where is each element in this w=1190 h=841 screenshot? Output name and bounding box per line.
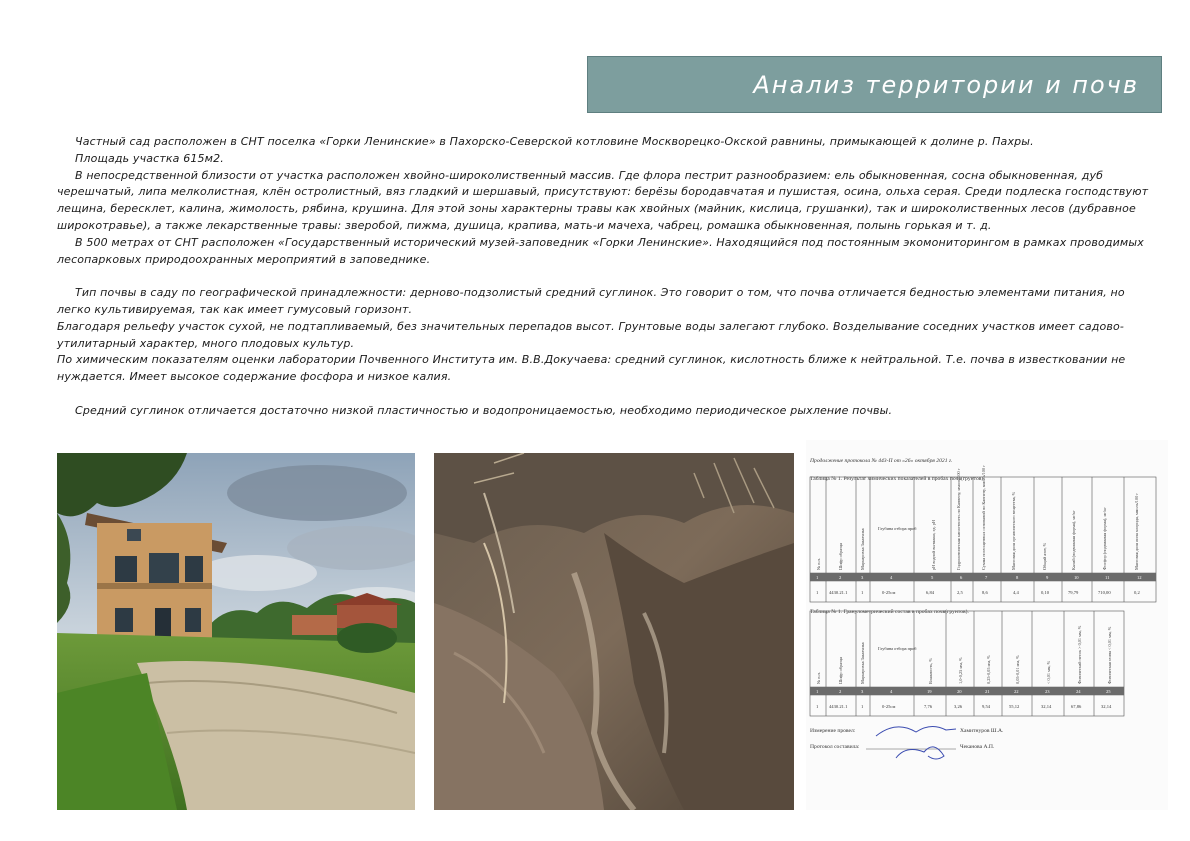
t1-v12: 0,2 — [1134, 590, 1140, 595]
t2-h2: Шифр образца — [838, 657, 843, 684]
t1-v9: 0,10 — [1041, 590, 1050, 595]
t1-i7: 7 — [985, 575, 988, 580]
t1-h9: Общий азот, % — [1042, 542, 1047, 570]
compiled-by-name: Чеканова А.П. — [960, 744, 995, 750]
t1-i1: 1 — [816, 575, 819, 580]
measured-by-label: Измерение провел: — [810, 728, 856, 734]
spacer — [57, 386, 1149, 403]
t2-i9: 23 — [1045, 689, 1050, 694]
t1-h11: Фосфор (подвижная форма), мг/кг — [1102, 507, 1107, 570]
t1-i11: 11 — [1105, 575, 1110, 580]
title-bar — [587, 56, 1162, 113]
lab-report-document — [806, 440, 1168, 810]
t1-v7: 8,6 — [982, 590, 988, 595]
t1-v11: 710,00 — [1098, 590, 1111, 595]
soil-profile-image — [434, 453, 794, 810]
t2-h10: Физический песок > 0,01 мм, % — [1077, 625, 1082, 684]
t1-i4: 4 — [890, 575, 893, 580]
t1-h1: № п.п. — [816, 558, 821, 570]
t1-h6: Гидролитическая кислотность по Каппену, ммоль/100 г — [956, 468, 961, 570]
house-photo-image — [57, 453, 415, 810]
t2-i3: 3 — [861, 689, 864, 694]
soil-profile-photo — [434, 453, 794, 810]
t2-v2: 4430.21.1 — [829, 704, 848, 709]
t1-v3: 1 — [861, 590, 864, 595]
t1-v10: 79,79 — [1068, 590, 1079, 595]
t1-v1: 1 — [816, 590, 819, 595]
t2-h3: Маркировка Заказчика — [860, 642, 865, 684]
t1-h8: Массовая доля органического вещества, % — [1011, 491, 1016, 570]
t1-i6: 6 — [960, 575, 963, 580]
spacer — [57, 268, 1149, 285]
t1-i12: 12 — [1137, 575, 1142, 580]
t2-v1: 1 — [816, 704, 819, 709]
t1-v5: 6,84 — [926, 590, 935, 595]
compiled-by-label: Протокол составила: — [810, 744, 860, 750]
t2-h1: № п.п. — [816, 672, 821, 684]
t1-h3: Маркировка Заказчика — [860, 528, 865, 570]
description-text — [57, 134, 1149, 420]
t2-h5: Влажность, % — [928, 658, 933, 684]
paragraph-loam: Средний суглинок отличается достаточно низкой пластичностью и водопроницаемостью, необходимо периодическое рыхление почвы. — [75, 403, 893, 417]
t2-v11: 32,14 — [1101, 704, 1112, 709]
t1-i9: 9 — [1046, 575, 1049, 580]
t2-i6: 20 — [957, 689, 962, 694]
t2-h4: Глубина отбора проб — [878, 646, 917, 651]
t1-i5: 5 — [931, 575, 934, 580]
t1-i2: 2 — [839, 575, 842, 580]
t2-h7: 0,25-0,05 мм, % — [986, 655, 991, 684]
paragraph-chemistry: По химическим показателям оценки лаборатории Почвенного Института им. В.В.Докучаева: средний суглинок, кислотность ближе к нейтральной. Т.е. почва в известковании не нуждается. Имеет высокое содержание фосфора и низкое калия. — [57, 353, 1126, 384]
t2-h8: 0,05-0,01 мм, % — [1015, 655, 1020, 684]
t2-i10: 24 — [1076, 689, 1081, 694]
house-photo — [57, 453, 415, 810]
t2-v7: 9,54 — [982, 704, 991, 709]
t2-i11: 25 — [1106, 689, 1111, 694]
t1-i10: 10 — [1074, 575, 1079, 580]
t2-i7: 21 — [985, 689, 990, 694]
t1-v8: 4,4 — [1013, 590, 1019, 595]
paragraph-soil-type: Тип почвы в саду по географической принадлежности: дерново-подзолистый средний суглинок. Это говорит о том, что почва отличается бедностью элементами питания, но легко культивируемая, так как имеет гумусовый горизонт. — [57, 286, 1125, 316]
t2-v10: 67,86 — [1071, 704, 1082, 709]
t1-h5: рН водной вытяжки, ед. рН — [931, 519, 936, 570]
lab-continuation: Продолжение протокола № 443-П от «26» октября 2021 г. — [810, 458, 953, 464]
t2-v8: 55,12 — [1009, 704, 1020, 709]
t2-i5: 19 — [927, 689, 932, 694]
measured-by-name: Хамитнуров Ш.А. — [960, 728, 1004, 734]
t2-i8: 22 — [1014, 689, 1019, 694]
t1-v6: 2,5 — [957, 590, 963, 595]
t1-h7: Сумма поглощенных оснований по Каппену, ммоль/100 г — [981, 465, 986, 570]
t2-v5: 7,76 — [924, 704, 933, 709]
t2-v6: 3,26 — [954, 704, 963, 709]
paragraph-flora: В непосредственной близости от участка расположен хвойно-широколиственный массив. Где флора пестрит разнообразием: ель обыкновенная, сосна обыкновенная, дуб черешчатый, липа мелколистная, клён остролистный, вяз гладкий и шершавый, присутствуют: берёзы бородавчатая и пушистая, осина, ольха серая. Среди подлеска господствуют лещина, бересклет, калина, жимолость, рябина, крушина. Для этой зоны характерны травы как хвойных (майник, кислица, грушанки), так и широколиственных лесов (дубравное широкотравье), а также лекарственные травы: зверобой, пижма, душица, крапива, мать-и мачеха, чабрец, ромашка обыкновенная, полынь горькая и т. д. — [57, 168, 1149, 232]
paragraph-museum: В 500 метрах от СНТ расположен «Государственный исторический музей-заповедник «Горки Ленинские». Находящийся под постоянным экомониторингом в рамках проводимых лесопарковых природоохранных мероприятий в заповеднике. — [57, 235, 1144, 266]
paragraph-area: Площадь участка 615м2. — [75, 151, 224, 165]
paragraph-location: Частный сад расположен в СНТ поселка «Горки Ленинские» в Пахорско-Северской котловине Москворецко-Окской равнины, примыкающей к долине р. Пахры. — [75, 135, 1034, 148]
signature-1 — [876, 726, 956, 736]
t1-h12: Массовая доля иона хлорида, ммоль/100 г — [1134, 492, 1139, 570]
t2-i2: 2 — [839, 689, 842, 694]
t2-h6: 1,0-0,25 мм, % — [958, 657, 963, 684]
t1-v4: 0-25см — [882, 590, 896, 595]
t2-i4: 4 — [890, 689, 893, 694]
t1-v2: 4430.21.1 — [829, 590, 848, 595]
paragraph-relief: Благодаря рельефу участок сухой, не подтапливаемый, без значительных перепадов высот. Грунтовые воды залегают глубоко. Возделывание соседних участков имеет садово-утилитарный характер, много плодовых культур. — [57, 319, 1124, 350]
table2-title: Таблица № 1. Гранулометрический состав в пробах почв(грунтов). — [810, 609, 969, 615]
t1-i8: 8 — [1016, 575, 1019, 580]
lab-report-scan — [806, 440, 1168, 810]
t1-h2: Шифр образца — [838, 543, 843, 570]
t2-i1: 1 — [816, 689, 819, 694]
signature-2 — [896, 747, 944, 759]
t1-i3: 3 — [861, 575, 864, 580]
t1-h4: Глубина отбора проб — [878, 526, 917, 531]
t2-v9: 32,14 — [1041, 704, 1052, 709]
page-title: Анализ территории и почв — [753, 70, 1139, 99]
table1-title: Таблица № 1. Результат химических показателей в пробах почв(грунтов). — [810, 476, 985, 482]
t2-h9: < 0,01 мм, % — [1046, 660, 1051, 684]
t1-h10: Калий (подвижная форма), мг/кг — [1071, 510, 1076, 570]
t2-v4: 0-25см — [882, 704, 896, 709]
t2-v3: 1 — [861, 704, 864, 709]
t2-h11: Физическая глина < 0,01 мм, % — [1107, 626, 1112, 684]
